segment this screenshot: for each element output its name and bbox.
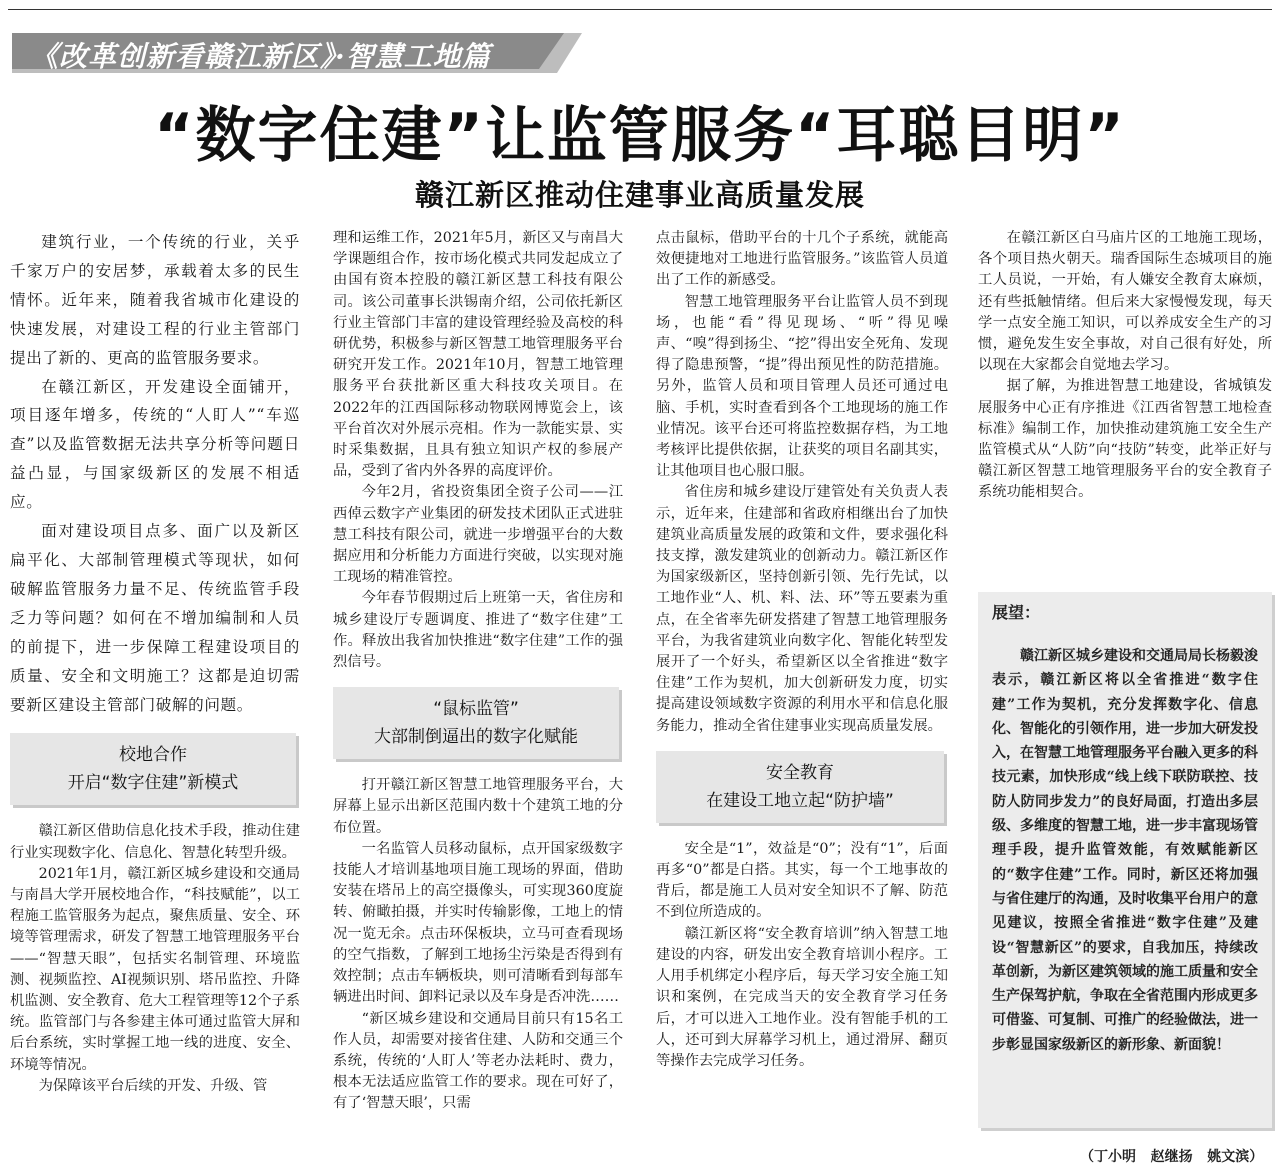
paragraph: 智慧工地管理服务平台让监管人员不到现场，也能“看”得见现场、“听”得见噪声、“嗅”得到扬尘、“挖”得出安全死角、发现得了隐患预警，“提”得出预见性的防范措施。另外，监管人员和项目管理人员还可通过电脑、手机，实时查看到各个工地现场的施工作业情况。该平台还可将监控数据存档，为工地考核评比提供依据，让获奖的项目名副其实，让其他项目也心服口服。 <box>656 293 948 480</box>
section-heading-line: 大部制倒逼出的数字化赋能 <box>374 727 578 748</box>
paragraph: “新区城乡建设和交通局目前只有15名工作人员，却需要对接省住建、人防和交通三个系统，传统的‘人盯人’等老办法耗时、费力，根本无法适应监管工作的要求。现在可好了，有了‘智慧天眼’，只需 <box>333 1010 623 1112</box>
column-2 <box>333 228 623 1164</box>
paragraph: 在赣江新区，开发建设全面铺开，项目逐年增多，传统的“人盯人”“车巡查”以及监管数据无法共享分析等问题日益凸显，与国家级新区的发展不相适应。 <box>10 377 300 512</box>
section-heading <box>656 751 944 823</box>
paragraph: 一名监管人员移动鼠标，点开国家级数字技能人才培训基地项目施工现场的界面，借助安装在塔吊上的高空摄像头，可实现360度旋转、俯瞰拍摄，并实时传输影像，工地上的情况一览无余。点击环保板块，立马可查看现场的空气指数，了解到工地扬尘污染是否得到有效控制；点击车辆板块，则可清晰看到每部车辆进出时间、卸料记录以及车身是否冲洗…… <box>333 840 623 1006</box>
paragraph: 今年2月，省投资集团全资子公司——江西倬云数字产业集团的研发技术团队正式进驻慧工科技有限公司，就进一步增强平台的大数据应用和分析能力方面进行突破，以实现对施工现场的精准管控。 <box>333 484 623 586</box>
paragraph: 今年春节假期过后上班第一天，省住房和城乡建设厅专题调度、推进了“数字住建”工作。释放出我省加快推进“数字住建”工作的强烈信号。 <box>333 590 623 671</box>
outlook-box <box>978 592 1272 1128</box>
section-heading <box>10 733 296 805</box>
paragraph: 省住房和城乡建设厅建管处有关负责人表示，近年来，住建部和省政府相继出台了加快建筑业高质量发展的政策和文件，要求强化科技支撑，激发建筑业的创新动力。赣江新区作为国家级新区，坚持创新引领、先行先试，以工地作业“人、机、料、法、环”等五要素为重点，在全省率先研发搭建了智慧工地管理服务平台，为我省建筑业向数字化、智能化转型发展开了一个好头，希望新区以全省推进“数字住建”工作为契机，加大创新研发力度，切实提高建设领域数字资源的利用水平和信息化服务能力，推动全省住建事业实现高质量发展。 <box>656 484 948 734</box>
section-heading <box>333 687 619 759</box>
section-heading-line: 在建设工地立起“防护墙” <box>706 790 894 811</box>
paragraph: 2021年1月，赣江新区城乡建设和交通局与南昌大学开展校地合作，“科技赋能”，以工程施工监管服务为起点，聚焦质量、安全、环境等管理需求，研发了智慧工地管理服务平台——“智慧天眼”，包括实名制管理、环境监测、视频监控、AI视频识别、塔吊监控、升降机监测、安全教育、危大工程管理等12个子系统。监管部门与各参建主体可通过监管大屏和后台系统，实时掌握工地一线的进度、安全、环境等情况。 <box>10 865 300 1073</box>
outlook-title: 展望： <box>992 603 1041 622</box>
banner-title: 《改革创新看赣江新区》·智慧工地篇 <box>30 40 491 73</box>
top-rule <box>8 9 1272 10</box>
paragraph: 理和运维工作，2021年5月，新区又与南昌大学课题组合作，按市场化模式共同发起成立了由国有资本控股的赣江新区慧工科技有限公司。该公司董事长洪锡南介绍，公司依托新区行业主管部门丰富的建设管理经验及高校的科研优势，积极参与新区智慧工地管理服务平台研究开发工作。2021年10月，智慧工地管理服务平台获批新区重大科技攻关项目。在2022年的江西国际移动物联网博览会上，该平台首次对外展示亮相。作为一款能实景、实时采集数据，且具有独立知识产权的参展产品，受到了省内外各界的高度评价。 <box>333 230 623 480</box>
paragraph: 打开赣江新区智慧工地管理服务平台，大屏幕上显示出新区范围内数十个建筑工地的分布位置。 <box>333 777 623 836</box>
column-1 <box>10 228 300 1168</box>
headline: “数字住建”让监管服务“耳聪目明” <box>154 101 1126 171</box>
paragraph: 安全是“1”，效益是“0”；没有“1”，后面再多“0”都是白搭。其实，每一个工地事故的背后，都是施工人员对安全知识不了解、防范不到位所造成的。 <box>656 840 948 921</box>
paragraph: 点击鼠标，借助平台的十几个子系统，就能高效便捷地对工地进行监管服务。”该监管人员道出了工作的新感受。 <box>656 230 948 289</box>
section-heading-line: 安全教育 <box>766 762 834 783</box>
section-banner <box>12 33 582 73</box>
section-heading-line: “鼠标监管” <box>433 699 519 720</box>
subheadline: 赣江新区推动住建事业高质量发展 <box>414 178 865 212</box>
column-4 <box>978 228 1272 578</box>
byline: （丁小明 赵继扬 姚文滨） <box>1080 1149 1264 1165</box>
section-heading-line: 开启“数字住建”新模式 <box>67 773 239 794</box>
section-heading-line: 校地合作 <box>119 745 187 766</box>
paragraph: 建筑行业，一个传统的行业，关乎千家万户的安居梦，承载着太多的民生情怀。近年来，随着我省城市化建设的快速发展，对建设工程的行业主管部门提出了新的、更高的监管服务要求。 <box>10 233 300 367</box>
paragraph: 为保障该平台后续的开发、升级、管 <box>38 1077 268 1094</box>
column-3 <box>656 228 948 1164</box>
paragraph: 赣江新区借助信息化技术手段，推动住建行业实现数字化、信息化、智慧化转型升级。 <box>10 823 300 861</box>
paragraph: 面对建设项目点多、面广以及新区扁平化、大部制管理模式等现状，如何破解监管服务力量不足、传统监管手段乏力等问题？如何在不增加编制和人员的前提下，进一步保障工程建设项目的质量、安全和文明施工？这都是迫切需要新区建设主管部门破解的问题。 <box>10 522 300 714</box>
paragraph: 赣江新区将“安全教育培训”纳入智慧工地建设的内容，研发出安全教育培训小程序。工人用手机绑定小程序后，每天学习安全施工知识和案例，在完成当天的安全教育学习任务后，才可以进入工地作业。没有智能手机的工人，还可到大屏幕学习机上，通过滑屏、翻页等操作去完成学习任务。 <box>656 925 948 1069</box>
paragraph: 据了解，为推进智慧工地建设，省城镇发展服务中心正有序推进《江西省智慧工地检查标准》编制工作，加快推动建筑施工安全生产监管模式从“人防”向“技防”转变，此举正好与赣江新区智慧工地管理服务平台的安全教育子系统功能相契合。 <box>978 378 1272 501</box>
paragraph: 在赣江新区白马庙片区的工地施工现场，各个项目热火朝天。瑞香国际生态城项目的施工人员说，一开始，有人嫌安全教育太麻烦，还有些抵触情绪。但后来大家慢慢发现，每天学一点安全施工知识，可以养成安全生产的习惯，避免发生安全事故，对自己很有好处，所以现在大家都会自觉地去学习。 <box>978 230 1272 374</box>
outlook-body: 赣江新区城乡建设和交通局局长杨毅浚表示，赣江新区将以全省推进“数字住建”工作为契机，充分发挥数字化、信息化、智能化的引领作用，进一步加大研发投入，在智慧工地管理服务平台融入更多的科技元素，加快形成“线上线下联防联控、技防人防同步发力”的良好局面，打造出多层级、多维度的智慧工地，进一步丰富现场管理手段，提升监管效能，有效赋能新区的“数字住建”工作。同时，新区还将加强与省住建厅的沟通，及时收集平台用户的意见建议，按照全省推进“数字住建”及建设“智慧新区”的要求，自我加压，持续改革创新，为新区建筑领域的施工质量和安全生产保驾护航，争取在全省范围内形成更多可借鉴、可复制、可推广的经验做法，进一步彰显国家级新区的新形象、新面貌！ <box>992 648 1258 1053</box>
